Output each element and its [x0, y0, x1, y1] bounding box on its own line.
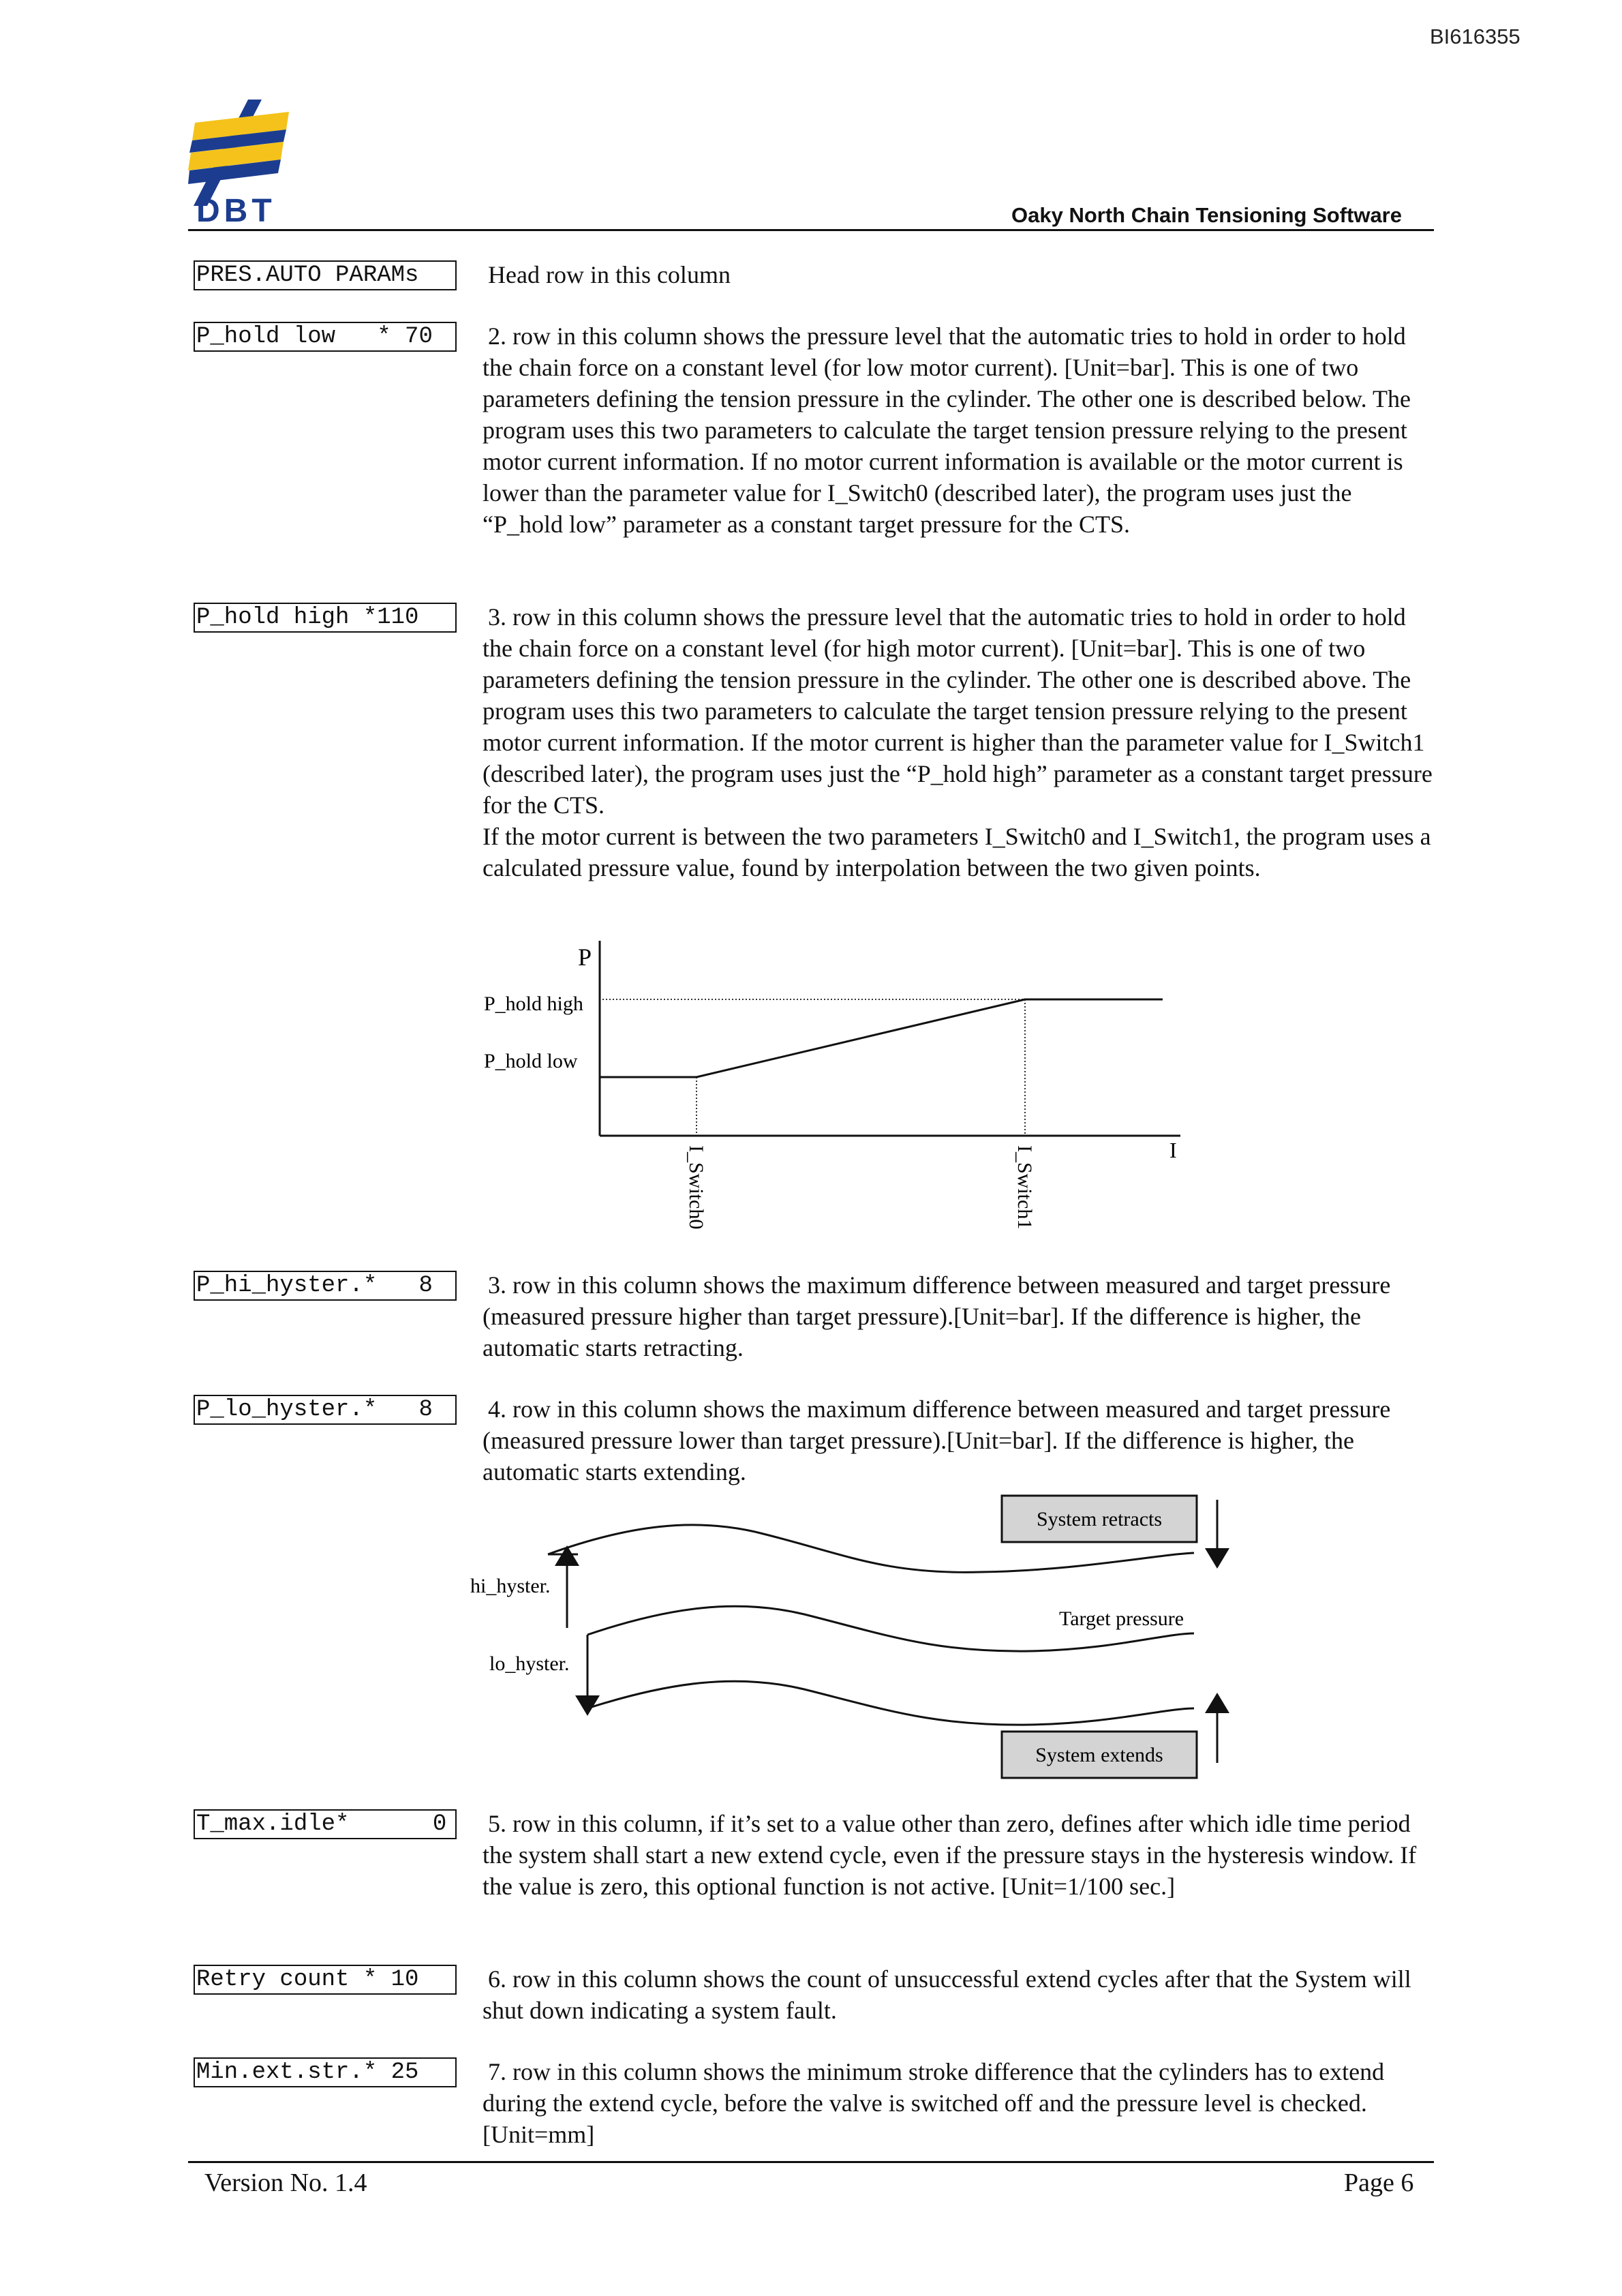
description-paragraph: Head row in this column [488, 261, 731, 288]
param-description [483, 259, 1437, 290]
description-paragraph: 3. row in this column shows the maximum difference between measured and target pressure (measured pressure higher than target pressure).[Unit=bar]. If the difference is higher, the automatic starts retracting. [483, 1271, 1391, 1361]
param-box-t-max-idle: T_max.idle* 0 [194, 1809, 457, 1839]
x-axis-label: I [1169, 1138, 1177, 1162]
param-description [483, 1269, 1437, 1363]
header-title: Oaky North Chain Tensioning Software [1011, 203, 1402, 227]
lower-hysteresis-curve [587, 1681, 1194, 1725]
target-pressure-label: Target pressure [1059, 1607, 1184, 1630]
description-paragraph: 7. row in this column shows the minimum stroke difference that the cylinders has to extend during the extend cycle, before the valve is switched off and the pressure level is checked. [Unit=mm] [483, 2058, 1385, 2148]
description-paragraph: 2. row in this column shows the pressure level that the automatic tries to hold in order to hold the chain force on a constant level (for low motor current). [Unit=bar]. This is one of two parameters defining the tension pressure in the cylinder. The other one is described below. The program uses this two parameters to calculate the target tension pressure relying to the present motor current information. If no motor current information is available or the motor current is lower than the parameter value for I_Switch0 (described later), the program uses just the “P_hold low” parameter as a constant target pressure for the CTS. [483, 322, 1411, 538]
lo-hyster-label: lo_hyster. [489, 1652, 570, 1675]
header-rule [188, 229, 1434, 231]
logo-wordmark: DBT [196, 193, 276, 229]
param-description [483, 1963, 1437, 2026]
description-paragraph: If the motor current is between the two parameters I_Switch0 and I_Switch1, the program uses a calculated pressure value, found by interpolation between the two given points. [483, 823, 1431, 881]
document-id: BI616355 [1430, 25, 1520, 48]
param-description [483, 320, 1437, 540]
y-axis-label: P [578, 943, 592, 971]
system-retracts-label: System retracts [1036, 1508, 1163, 1530]
i-switch1-label: I_Switch1 [1013, 1145, 1036, 1230]
i-switch0-label: I_Switch0 [685, 1145, 707, 1230]
param-box-min-ext-str: Min.ext.str.* 25 [194, 2057, 457, 2087]
description-paragraph: 4. row in this column shows the maximum difference between measured and target pressure (measured pressure lower than target pressure).[Unit=bar]. If the difference is higher, the automatic starts extending. [483, 1395, 1391, 1485]
param-box-p-hi-hyster: P_hi_hyster.* 8 [194, 1271, 457, 1301]
p-hold-high-label: P_hold high [484, 993, 583, 1015]
param-box-retry-count: Retry count * 10 [194, 1965, 457, 1995]
description-paragraph: 6. row in this column shows the count of unsuccessful extend cycles after that the System will shut down indicating a system fault. [483, 1965, 1411, 2024]
footer-rule [188, 2161, 1434, 2163]
hi-hyster-label: hi_hyster. [470, 1575, 551, 1597]
description-paragraph: 5. row in this column, if it’s set to a value other than zero, defines after which idle time period the system shall start a new extend cycle, even if the pressure stays in the hysteresis window. If the value is zero, this optional function is not active. [Unit=1/100 sec.] [483, 1810, 1417, 1900]
page-number: Page 6 [1344, 2169, 1414, 2197]
param-box-p-lo-hyster: P_lo_hyster.* 8 [194, 1395, 457, 1425]
hysteresis-diagram [463, 1486, 1254, 1786]
version-number: Version No. 1.4 [204, 2169, 367, 2197]
p-hold-low-label: P_hold low [484, 1050, 578, 1072]
system-extends-label: System extends [1035, 1744, 1163, 1766]
param-box-p-hold-high: P_hold high *110 [194, 603, 457, 633]
description-paragraph: 3. row in this column shows the pressure level that the automatic tries to hold in order to hold the chain force on a constant level (for high motor current). [Unit=bar]. This is one of two parameters defining the tension pressure in the cylinder. The other one is described above. The program uses this two parameters to calculate the target tension pressure relying to the present motor current information. If the motor current is higher than the parameter value for I_Switch1 (described later), the program uses just the “P_hold high” parameter as a constant target pressure for the CTS. [483, 603, 1433, 819]
param-box-p-hold-low: P_hold low * 70 [194, 322, 457, 352]
param-description [483, 2056, 1437, 2150]
pressure-current-diagram [477, 941, 1199, 1241]
pressure-curve [600, 999, 1163, 1077]
param-description [483, 601, 1437, 883]
param-box-pres-auto-params: PRES.AUTO PARAMs [194, 260, 457, 290]
param-description [483, 1808, 1437, 1902]
param-description [483, 1393, 1437, 1487]
